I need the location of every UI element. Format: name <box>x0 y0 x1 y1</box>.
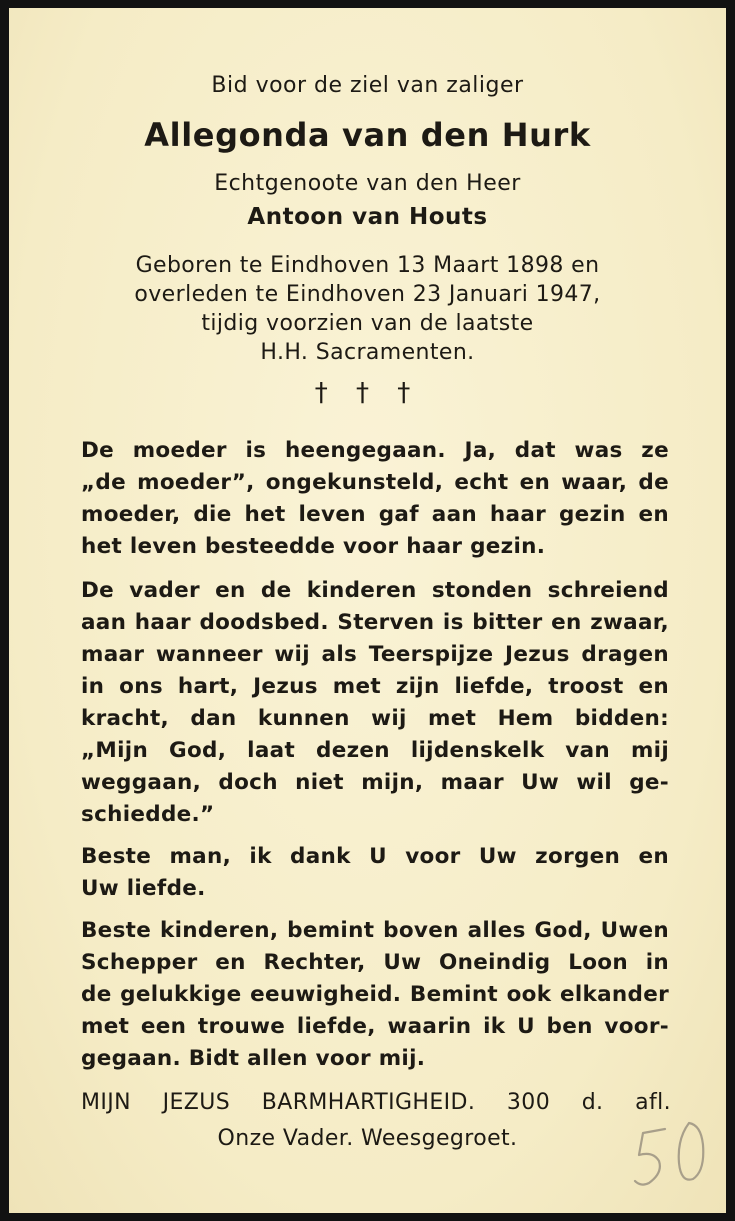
paragraph-line: met een trouwe liefde, waarin ik U ben voor- <box>81 1014 669 1039</box>
paragraph-line: „de moeder”, ongekunsteld, echt en waar, de <box>81 470 669 495</box>
paragraph-line: kracht, dan kunnen wij met Hem bidden: <box>81 706 669 731</box>
paragraph-line: Beste man, ik dank U voor Uw zorgen en <box>81 844 669 869</box>
spouse-name: Antoon van Houts <box>247 204 488 230</box>
paragraph-line: gegaan. Bidt allen voor mij. <box>81 1046 426 1071</box>
paragraph-line: weggaan, doch niet mijn, maar Uw wil ge- <box>81 770 669 795</box>
paragraph-line: de gelukkige eeuwigheid. Bemint ook elkander <box>81 982 669 1007</box>
bio-line: tijdig voorzien van de laatste <box>201 311 534 336</box>
paragraph-line: „Mijn God, laat dezen lijdenskelk van mij <box>81 738 669 763</box>
paragraph-line: Schepper en Rechter, Uw Oneindig Loon in <box>81 950 669 975</box>
paragraph-line: schiedde.” <box>81 802 215 827</box>
bio-line: Geboren te Eindhoven 13 Maart 1898 en <box>135 253 600 278</box>
deceased-name: Allegonda van den Hurk <box>144 116 591 154</box>
paragraph-line: Uw liefde. <box>81 876 206 901</box>
paragraph-line: De vader en de kinderen stonden schreiend <box>81 578 669 603</box>
crosses-ornament: † † † <box>314 378 421 408</box>
memorial-card <box>9 8 726 1213</box>
bio-line: overleden te Eindhoven 23 Januari 1947, <box>134 282 601 307</box>
intro-text: Bid voor de ziel van zaliger <box>211 73 524 98</box>
paragraph-line: in ons hart, Jezus met zijn liefde, troost en <box>81 674 669 699</box>
handwritten-number <box>631 1111 711 1191</box>
paragraph-line: aan haar doodsbed. Sterven is bitter en zwaar, <box>81 610 669 635</box>
paragraph-line: De moeder is heengegaan. Ja, dat was ze <box>81 438 669 463</box>
paragraph-line: het leven besteedde voor haar gezin. <box>81 534 546 559</box>
closing-prayers: Onze Vader. Weesgegroet. <box>217 1126 518 1151</box>
spouse-label: Echtgenoote van den Heer <box>214 171 521 196</box>
indulgence-prayer: MIJN JEZUS BARMHARTIGHEID. 300 d. afl. <box>81 1090 671 1115</box>
paragraph-line: maar wanneer wij als Teerspijze Jezus dragen <box>81 642 669 667</box>
bio-line: H.H. Sacramenten. <box>260 340 475 365</box>
paragraph-line: Beste kinderen, bemint boven alles God, Uwen <box>81 918 669 943</box>
paragraph-line: moeder, die het leven gaf aan haar gezin en <box>81 502 669 527</box>
